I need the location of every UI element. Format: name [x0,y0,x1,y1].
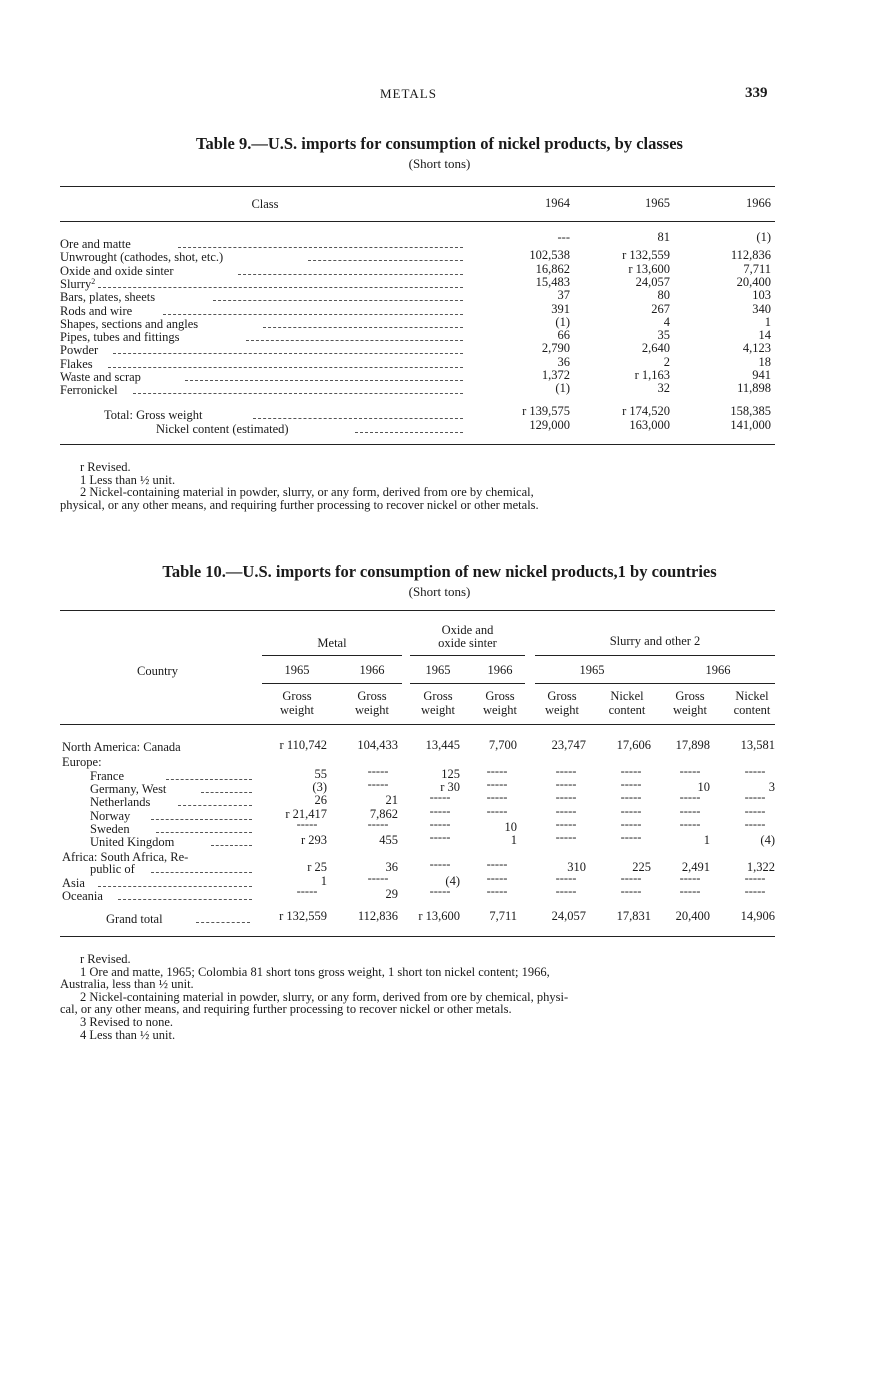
table10-cell: ----- [555,804,577,818]
table10-subhead: Nickel [735,689,769,703]
table10-cell: 13,445 [425,738,460,752]
table10-grand-total-cell: 24,057 [551,909,586,923]
table10-cell: ----- [679,804,701,818]
table10-subhead: weight [279,703,315,717]
leader-dots [253,418,463,419]
table9-row-label-text: Rods and wire [60,303,133,318]
table10-subhead: Gross [282,689,312,703]
table10-cell: 104,433 [357,738,398,752]
table9-footnote: physical, or any other means, and requiring further processing to recover nickel or other metals. [60,498,539,512]
leader-dots [163,314,463,315]
table10-row-label: Oceania [62,889,103,903]
table9-row-label-text: Oxide and oxide sinter [60,263,174,278]
table9-row-label [60,251,223,264]
table10-subhead: Gross [485,689,515,703]
table9-total-gross-cell: r 174,520 [622,404,670,418]
table9-row-label-text: Unwrought (cathodes, shot, etc.) [60,250,224,265]
table10-bottom-rule [60,936,775,937]
table10-subhead: weight [544,703,580,717]
table10-cell: ----- [620,804,642,818]
table10-footnote: Australia, less than ½ unit. [60,977,194,991]
table10-cell: ----- [744,817,766,831]
table9-cell: 2,640 [641,341,670,356]
table9-cell: 1 [764,314,771,329]
table10-grand-total-cell: r 13,600 [418,909,460,923]
table10-cell: (4) [445,874,460,888]
table10-row-label: North America: Canada [62,740,181,754]
table10-row-label: Germany, West [90,782,167,796]
leader-dots [98,886,252,887]
table9-total-nickel-cell: 163,000 [629,418,670,432]
leader-dots [178,247,463,248]
table9-total-gross-cell: r 139,575 [522,404,570,418]
table10-cell: 1,322 [746,860,775,874]
table10-slurry-rule [535,655,775,656]
table10-subhead: weight [354,703,390,717]
table10-cell: 10 [504,820,517,834]
table9-row-label [60,278,95,291]
table10-cell: ----- [429,884,451,898]
table10-cell: ----- [296,884,318,898]
table10-cell: ----- [486,884,508,898]
table9-total-gross-cell: 158,385 [730,404,771,418]
table9-cell: 16,862 [535,261,570,276]
table9-footnote: r Revised. [80,460,131,474]
table9-row-label-text: Ferronickel [60,383,118,398]
table10-cell: 21 [385,793,398,807]
table9-head-rule [60,221,775,222]
table10-grand-total-label: Grand total [106,912,163,926]
table9-cell: 66 [557,328,570,343]
table9-cell: 15,483 [535,274,570,289]
table10-cell: 26 [314,793,327,807]
table10-cell: 29 [385,887,398,901]
table10-cell: 1 [510,833,517,847]
table9-cell: 37 [557,288,570,303]
table10-subhead: content [608,703,646,717]
table10-footnote: 1 Ore and matte, 1965; Colombia 81 short tons gross weight, 1 short ton nickel content; 1966, [80,965,550,979]
table10-cell: ----- [367,777,389,791]
table10-oxide-rule [410,655,525,656]
table10-cell: 455 [379,833,398,847]
table10-row-label: United Kingdom [90,835,175,849]
table10-year: 1965 [579,663,605,677]
table9-top-rule [60,186,775,187]
table10-cell: 36 [385,860,398,874]
table10-subhead: Gross [423,689,453,703]
leader-dots [213,300,463,301]
table10-cell: 2,491 [681,860,710,874]
table10-cell: ----- [486,857,508,871]
table10-cell: ----- [555,830,577,844]
table10-cell: ----- [679,790,701,804]
table10-cell: ----- [429,790,451,804]
table9-row-label-text: Pipes, tubes and fittings [60,330,180,345]
table9-cell: 340 [752,301,771,316]
table10-row-label: Asia [62,876,85,890]
table10-cell: ----- [679,817,701,831]
table10-cell: ----- [429,804,451,818]
running-head [0,86,879,106]
table10-year-rule-slurry [535,683,775,684]
table10-cell: 1 [320,874,327,888]
table9-cell: 391 [551,301,570,316]
table9-footnote: 1 Less than ½ unit. [80,473,176,487]
table9-cell: 2 [663,354,670,369]
table9-cell: 103 [752,288,771,303]
table10-cell: ----- [429,830,451,844]
table10-cell: ----- [744,884,766,898]
table10-cell: ----- [744,804,766,818]
page-number: 339 [745,85,768,101]
table10-group-slurry: Slurry and other 2 [609,634,701,648]
table10-cell: ----- [679,871,701,885]
leader-dots [185,380,463,381]
table9-col-1965: 1965 [645,196,670,210]
table10-metal-rule [262,655,402,656]
table10-cell: ----- [620,871,642,885]
table10-cell: ----- [555,777,577,791]
table10-grand-total-cell: 7,711 [489,909,517,923]
table10-cell: ----- [679,764,701,778]
table9-cell: 81 [657,230,670,244]
table9-row-label [60,238,131,251]
table10-cell: ----- [620,764,642,778]
table10-year-rule-oxide [410,683,525,684]
leader-dots [113,353,463,354]
table9-cell: --- [557,230,570,244]
table9-cell: 4 [663,314,670,329]
leader-dots [118,899,252,900]
table10-year: 1966 [487,663,513,677]
table9-col-1964: 1964 [545,196,570,210]
table9-subtitle: (Short tons) [408,156,471,171]
table10-cell: r 21,417 [285,807,327,821]
table10-grand-total-cell: r 132,559 [279,909,327,923]
table10-footnote: cal, or any other means, and requiring further processing to recover nickel or other metals. [60,1002,512,1016]
table10-cell: ----- [744,764,766,778]
table9-row-label [60,318,198,331]
leader-dots [133,393,463,394]
table10-grand-total-cell: 112,836 [357,909,398,923]
table10-cell: ----- [296,817,318,831]
table10-cell: ----- [555,817,577,831]
table9-row-label [60,344,98,357]
table10-cell: r 110,742 [279,738,327,752]
table9-cell: 267 [651,301,670,316]
table10-cell: ----- [486,764,508,778]
table9-cell: r 132,559 [622,248,670,263]
table9-row-label [60,384,118,397]
table10-row-label: Sweden [90,822,130,836]
leader-dots [246,340,463,341]
table10-cell: ----- [486,804,508,818]
table9-cell: 32 [657,381,670,396]
table10-cell: 3 [768,780,775,794]
table10-cell: 310 [567,860,586,874]
table9-cell: 20,400 [736,274,771,289]
table10-cell: r 30 [440,780,460,794]
table9-cell: 11,898 [737,381,771,396]
table9-row-label-text: Powder [60,343,99,358]
table10-year: 1966 [705,663,731,677]
leader-dots [156,832,252,833]
table10-cell: ----- [555,871,577,885]
table10-footnote: 2 Nickel-containing material in powder, slurry, or any form, derived from ore by chemical, physi- [80,990,569,1004]
table9-row-label-text: Slurry [60,276,92,291]
table10-title-text: Table 10.—U.S. imports for consumption of new nickel products,1 by countries [162,562,717,581]
table10-cell: 1 [703,833,710,847]
table10-cell: 17,898 [675,738,710,752]
table10-subhead: content [733,703,771,717]
table9-cell: 112,836 [730,248,771,263]
table10-cell: ----- [367,871,389,885]
table9-cell: r 1,163 [634,368,670,382]
table10-cell: 13,581 [740,738,775,752]
table10-cell: 17,606 [616,738,651,752]
table10-footnote: 3 Revised to none. [80,1015,174,1029]
table10-subhead: weight [482,703,518,717]
table9-row-label-text: Bars, plates, sheets [60,290,156,305]
table9-cell: 102,538 [529,248,570,263]
table9-total-nickel-cell: 141,000 [730,418,771,432]
table10-cell: ----- [620,777,642,791]
table9-row-label-text: Ore and matte [60,237,131,251]
table9-cell: (1) [555,381,570,396]
table10-cell: r 25 [307,860,327,874]
table9-bottom-rule [60,444,775,445]
table10-year: 1965 [284,663,310,677]
table10-row-label: Europe: [62,755,102,769]
table10-cell: 23,747 [551,738,586,752]
table10-year-rule-metal [262,683,402,684]
table9-cell: 7,711 [743,261,771,276]
table10-cell: ----- [620,830,642,844]
table10-subhead: Nickel [610,689,644,703]
leader-dots [108,367,463,368]
table10-cell: ----- [429,817,451,831]
table10-title [0,562,879,582]
table9-title: Table 9.—U.S. imports for consumption of nickel products, by classes [196,134,683,153]
table10-subhead: Gross [547,689,577,703]
table9-footnote: 2 Nickel-containing material in powder, slurry, or any form, derived from ore by chemical, [80,485,534,499]
table9-row-label [60,371,141,384]
table10-row-label: Netherlands [90,795,151,809]
table10-subtitle: (Short tons) [408,584,471,599]
table9-total-gross-label: Total: Gross weight [104,408,203,422]
table9-row-label-text: Waste and scrap [60,370,141,384]
table10-cell: 7,862 [369,807,398,821]
table9-cell: (1) [756,230,771,244]
table10-cell: r 293 [300,833,327,847]
footnote-marker: 2 [91,276,96,286]
table10-cell: 55 [314,767,327,781]
table9-row-label [60,265,174,278]
table9-cell: 14 [758,328,771,343]
table10-cell: ----- [429,857,451,871]
table10-row-label: public of [90,862,135,876]
leader-dots [98,287,463,288]
table10-cell: 125 [441,767,460,781]
table10-cell: ----- [486,871,508,885]
table10-cell: ----- [367,817,389,831]
table9-cell: (1) [555,314,570,329]
table10-group-oxide-l2: oxide sinter [438,636,497,650]
table9-cell: 1,372 [541,368,570,382]
table10-cell: ----- [367,764,389,778]
table9-total-nickel-label: Nickel content (estimated) [156,422,289,436]
table9-col-class: Class [251,197,279,211]
leader-dots [238,274,463,275]
table10-top-rule [60,610,775,611]
table10-group-oxide-l1: Oxide and [441,623,494,637]
table10-group-metal: Metal [317,636,347,650]
table10-footnote: 4 Less than ½ unit. [80,1028,176,1042]
table10-grand-total-cell: 14,906 [740,909,775,923]
table10-cell: ----- [486,777,508,791]
table10-subhead: weight [420,703,456,717]
table9-cell: 2,790 [541,341,570,356]
running-title: METALS [380,86,437,101]
table10-footnote: r Revised. [80,952,131,966]
leader-dots [308,260,463,261]
table9-cell: 80 [657,288,670,303]
table10-cell: ----- [555,884,577,898]
table10-cell: ----- [679,884,701,898]
table9-col-1966: 1966 [746,196,771,210]
table10-cell: ----- [620,884,642,898]
table10-cell: (3) [312,780,327,794]
table10-year: 1966 [359,663,385,677]
table10-cell: ----- [555,764,577,778]
table9-row-label [60,358,93,371]
table9-cell: 4,123 [742,341,771,356]
table9-cell: 24,057 [635,274,670,289]
table10-cell: ----- [744,790,766,804]
table9-row-label [60,291,155,304]
table9-row-label [60,331,179,344]
table9-cell: 35 [657,328,670,343]
table9-cell: 941 [752,368,771,382]
table9-cell: 36 [557,354,570,369]
table10-cell: 10 [697,780,710,794]
table10-cell: (4) [760,833,775,847]
leader-dots [263,327,463,328]
table10-cell: 7,700 [488,738,517,752]
table10-cell: 225 [632,860,651,874]
table10-cell: ----- [620,790,642,804]
table9-row-label-text: Shapes, sections and angles [60,316,199,331]
leader-dots [355,432,463,433]
table10-year: 1965 [425,663,451,677]
table10-cell: ----- [486,790,508,804]
table9-cell: 18 [758,354,771,369]
table10-head-rule [60,724,775,725]
table10-cell: ----- [620,817,642,831]
table10-cell: ----- [744,871,766,885]
table10-subhead: Gross [357,689,387,703]
table9-cell: r 13,600 [628,261,670,276]
table9-row-label-text: Flakes [60,356,93,371]
table10-grand-total-cell: 20,400 [675,909,710,923]
table10-grand-total-cell: 17,831 [616,909,651,923]
table10-subhead: weight [672,703,708,717]
table9-row-label [60,305,132,318]
table10-row-label: Africa: South Africa, Re- [62,850,189,864]
table10-row-label: Norway [90,809,131,823]
table9-total-nickel-cell: 129,000 [529,418,570,432]
table10-cell: ----- [555,790,577,804]
table10-subhead: Gross [675,689,705,703]
table10-col-country: Country [137,664,178,678]
table10-row-label: France [90,769,125,783]
